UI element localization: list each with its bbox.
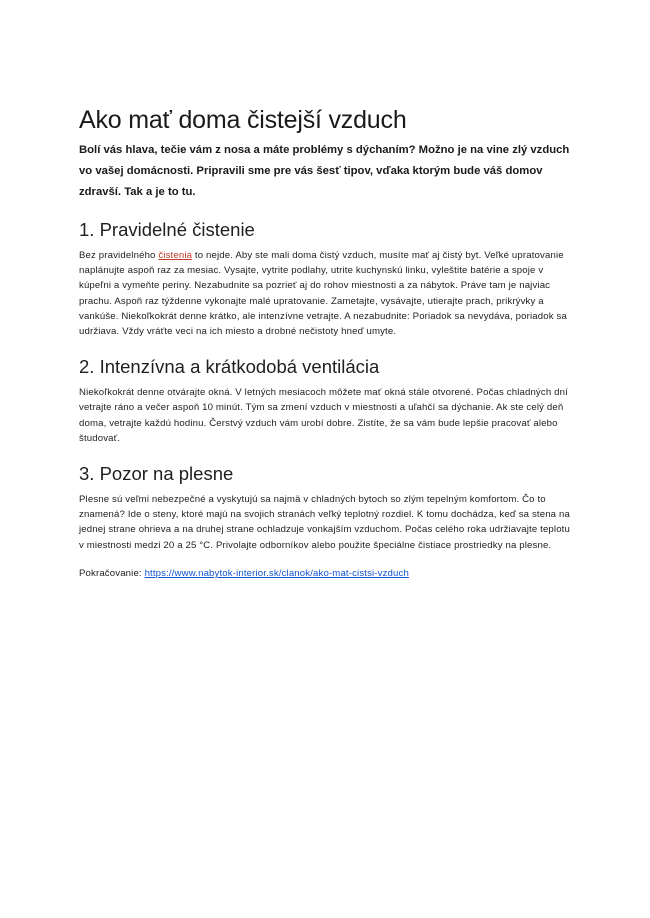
section-heading-ventilation: 2. Intenzívna a krátkodobá ventilácia	[79, 356, 380, 378]
section-heading-cleaning: 1. Pravidelné čistenie	[79, 219, 255, 240]
text-before-link: Bez pravidelného	[79, 250, 159, 261]
article-title: Ako mať doma čistejší vzduch	[79, 106, 407, 134]
section-heading-mold: 3. Pozor na plesne	[79, 463, 234, 485]
continuation-link[interactable]: https://www.nabytok-interior.sk/clanok/ako-mat-cistsi-vzduch	[144, 567, 409, 579]
article-lead: Bolí vás hlava, tečie vám z nosa a máte problémy s dýchaním? Možno je na vine zlý vzduch vo vašej domácnosti. Pripravili sme pre vás šesť tipov, vďaka ktorým bude váš domov zdravší. Tak a je to tu.	[79, 144, 570, 198]
section-text-mold: Plesne sú veľmi nebezpečné a vyskytujú sa najmä v chladných bytoch so zlým tepelným komfortom. Čo to znamená? Ide o steny, ktoré majú na svojich stranách veľký teplotný rozdiel. K tomu dochádza, keď sa stena na jednej strane ohrieva a na druhej strane ochladzuje vonkajším vzduchom. Počas celého roka udržiavajte teplotu v miestnosti medzi 20 a 25 °C. Privolajte odborníkov alebo použite špeciálne čistiace prostriedky na plesne.	[79, 494, 570, 551]
continuation-label: Pokračovanie:	[79, 567, 145, 579]
section-text-cleaning	[79, 248, 574, 339]
continuation-line	[79, 566, 574, 581]
cleaning-link[interactable]: čistenia	[158, 250, 193, 261]
text-after-link: to nejde. Aby ste mali doma čistý vzduch, musíte mať aj čistý byt. Veľké upratovanie naplánujte aspoň raz za mesiac. Vysajte, vytrite podlahy, utrite kuchynskú linku, vyleštite batérie a spoje v kúpeľni a vymeňte periny. Nezabudnite sa pozrieť aj do rohov miestnosti a za nábytok. Práve tam je najviac prachu. Aspoň raz týždenne vykonajte malé upratovanie. Zametajte, vysávajte, utierajte prach, prikrývky a vankúše. Niekoľkokrát denne krátko, ale intenzívne vetrajte. A nezabudnite: Poriadok sa nevydáva, poriadok sa udržiava. Vždy vráťte veci na ich miesto a drobné nečistoty hneď umyte.	[79, 250, 567, 338]
section-text-ventilation: Niekoľkokrát denne otvárajte okná. V letných mesiacoch môžete mať okná stále otvorené. Počas chladných dní vetrajte ráno a večer aspoň 10 minút. Tým sa zmení vzduch v miestnosti a uľahčí sa dýchanie. Ak ste celý deň doma, vetrajte každú hodinu. Čerstvý vzduch vám urobí dobre. Zistíte, že sa vám bude lepšie pracovať alebo študovať.	[79, 387, 568, 444]
document-page	[79, 104, 574, 581]
